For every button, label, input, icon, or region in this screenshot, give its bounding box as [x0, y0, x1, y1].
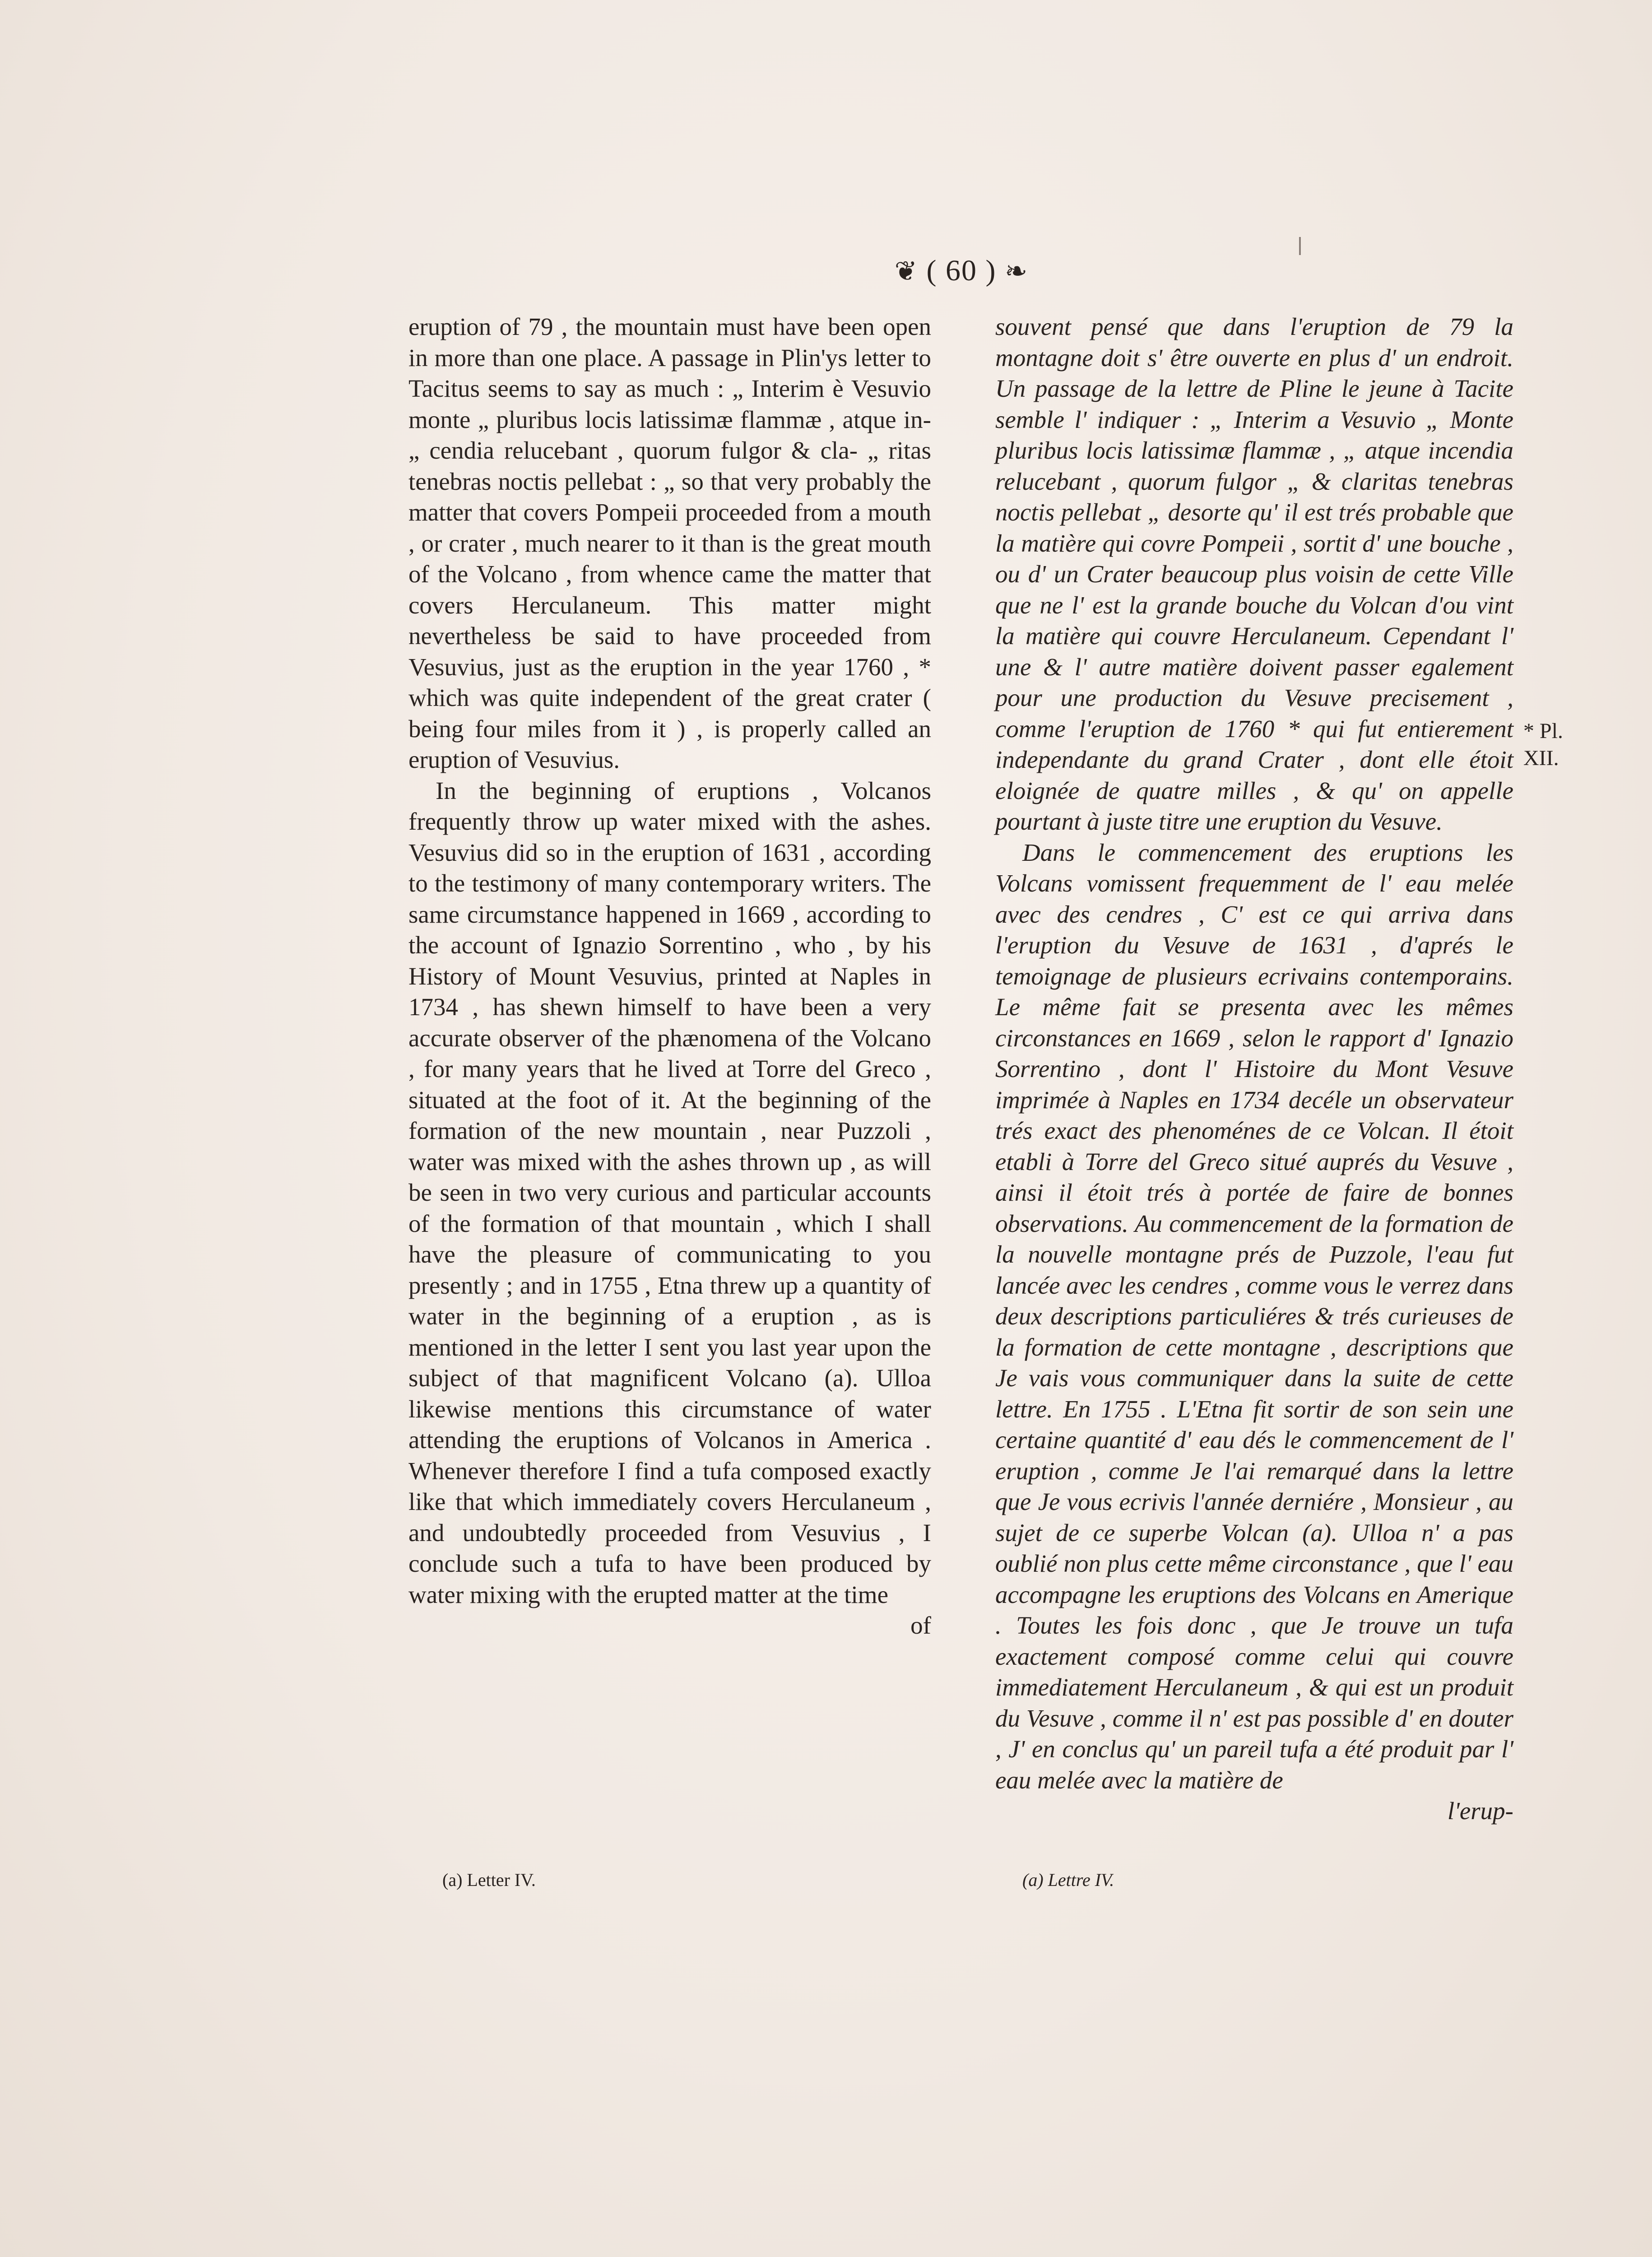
french-catchword: l'erup- [1447, 1797, 1513, 1825]
french-column [995, 311, 1513, 1869]
page-number: ( 60 ) [926, 254, 997, 287]
marginal-note-line-2: XII. [1523, 746, 1559, 770]
english-paragraph-1: eruption of 79 , the mountain must have been open in more than one place. A passage in Plin'ys letter to Tacitus seems to say as much : „ Interim è Vesuvio monte „ pluribus locis latissimæ flammæ , atque in- „ cendia relucebant , quorum fulgor & cla- „ ritas tenebras noctis pellebat : „ so that very probably the matter that covers Pompeii proceeded from a mouth , or crater , much nearer to it than is the great mouth of the Volcano , from whence came the matter that covers Herculaneum. This matter might nevertheless be said to have proceeded from Vesuvius, just as the eruption in the year 1760 , * which was quite independent of the great crater ( being four miles from it ) , is properly called an eruption of Vesuvius. [408, 313, 931, 773]
english-catchword: of [910, 1611, 931, 1639]
left-ornament-icon: ❦ [894, 256, 919, 286]
french-footnote: (a) Lettre IV. [1022, 1870, 1114, 1890]
english-paragraph-2: In the beginning of eruptions , Volcanos frequently throw up water mixed with the ashes. Vesuvius did so in the eruption of 1631 , according to the testimony of many contemporary writers. The same circumstance happened in 1669 , according to the account of Ignazio Sorrentino , who , by his History of Mount Vesuvius, printed at Naples in 1734 , has shewn himself to have been a very accurate observer of the phænomena of the Volcano , for many years that he lived at Torre del Greco , situated at the foot of it. At the beginning of the formation of the new mountain , near Puzzoli , water was mixed with the ashes thrown up , as will be seen in two very curious and particular accounts of the formation of that mountain , which I shall have the pleasure of communicating to you presently ; and in 1755 , Etna threw up a quantity of water in the beginning of a eruption , as is mentioned in the letter I sent you last year upon the subject of that magnificent Volcano (a). Ulloa likewise mentions this circumstance of water attending the eruptions of Volcanos in America . Whenever therefore I find a tufa composed exactly like that which immediately covers Herculaneum , and undoubtedly proceeded from Vesuvius , I conclude such a tufa to have been produced by water mixing with the erupted matter at the time [408, 776, 931, 1608]
english-footnote: (a) Letter IV. [442, 1870, 536, 1890]
ink-mark [1299, 237, 1301, 255]
marginal-plate-reference [1523, 718, 1596, 772]
page-header [849, 251, 1074, 291]
marginal-note-line-1: * Pl. [1523, 719, 1564, 743]
english-column [408, 311, 931, 1869]
right-ornament-icon: ❧ [1004, 256, 1029, 286]
french-paragraph-2: Dans le commencement des eruptions les Volcans vomissent frequemment de l' eau melée avec des cendres , C' est ce qui arriva dans l'eruption du Vesuve de 1631 , d'aprés le temoignage de plusieurs ecrivains contemporains. Le même fait se presenta avec les mêmes circonstances en 1669 , selon le rapport d' Ignazio Sorrentino , dont l' Histoire du Mont Vesuve imprimée à Naples en 1734 decéle un observateur trés exact des phenoménes de ce Volcan. Il étoit etabli à Torre del Greco situé auprés du Vesuve , ainsi il étoit trés à portée de faire de bonnes observations. Au commencement de la formation de la nouvelle montagne prés de Puzzole, l'eau fut lancée avec les cendres , comme vous le verrez dans deux descriptions particuliéres & trés curieuses de la formation de cette montagne , descriptions que Je vais vous communiquer dans la suite de cette lettre. En 1755 . L'Etna fit sortir de son sein une certaine quantité d' eau dés le commencement de l' eruption , comme Je l'ai remarqué dans la lettre que Je vous ecrivis l'année derniére , Monsieur , au sujet de ce superbe Volcan (a). Ulloa n' a pas oublié non plus cette même circonstance , que l' eau accompagne les eruptions des Volcans en Amerique . Toutes les fois donc , que Je trouve un tufa exactement composé comme celui qui couvre immediatement Herculaneum , & qui est un produit du Vesuve , comme il n' est pas possible d' en douter , J' en conclus qu' un pareil tufa a été produit par l' eau melée avec la matière de [995, 838, 1513, 1794]
french-paragraph-1: souvent pensé que dans l'eruption de 79 la montagne doit s' être ouverte en plus d' un endroit. Un passage de la lettre de Pline le jeune à Tacite semble l' indiquer : „ Interim a Vesuvio „ Monte pluribus locis latissimæ flammæ , „ atque incendia relucebant , quorum fulgor „ & claritas tenebras noctis pellebat „ desorte qu' il est trés probable que la matière qui covre Pompeii , sortit d' une bouche , ou d' un Crater beaucoup plus voisin de cette Ville que ne l' est la grande bouche du Volcan d'ou vint la matière qui couvre Herculaneum. Cependant l' une & l' autre matière doivent passer egalement pour une production du Vesuve precisement , comme l'eruption de 1760 * qui fut entierement independante du grand Crater , dont elle étoit eloignée de quatre milles , & qu' on appelle pourtant à juste titre une eruption du Vesuve. [995, 313, 1513, 835]
